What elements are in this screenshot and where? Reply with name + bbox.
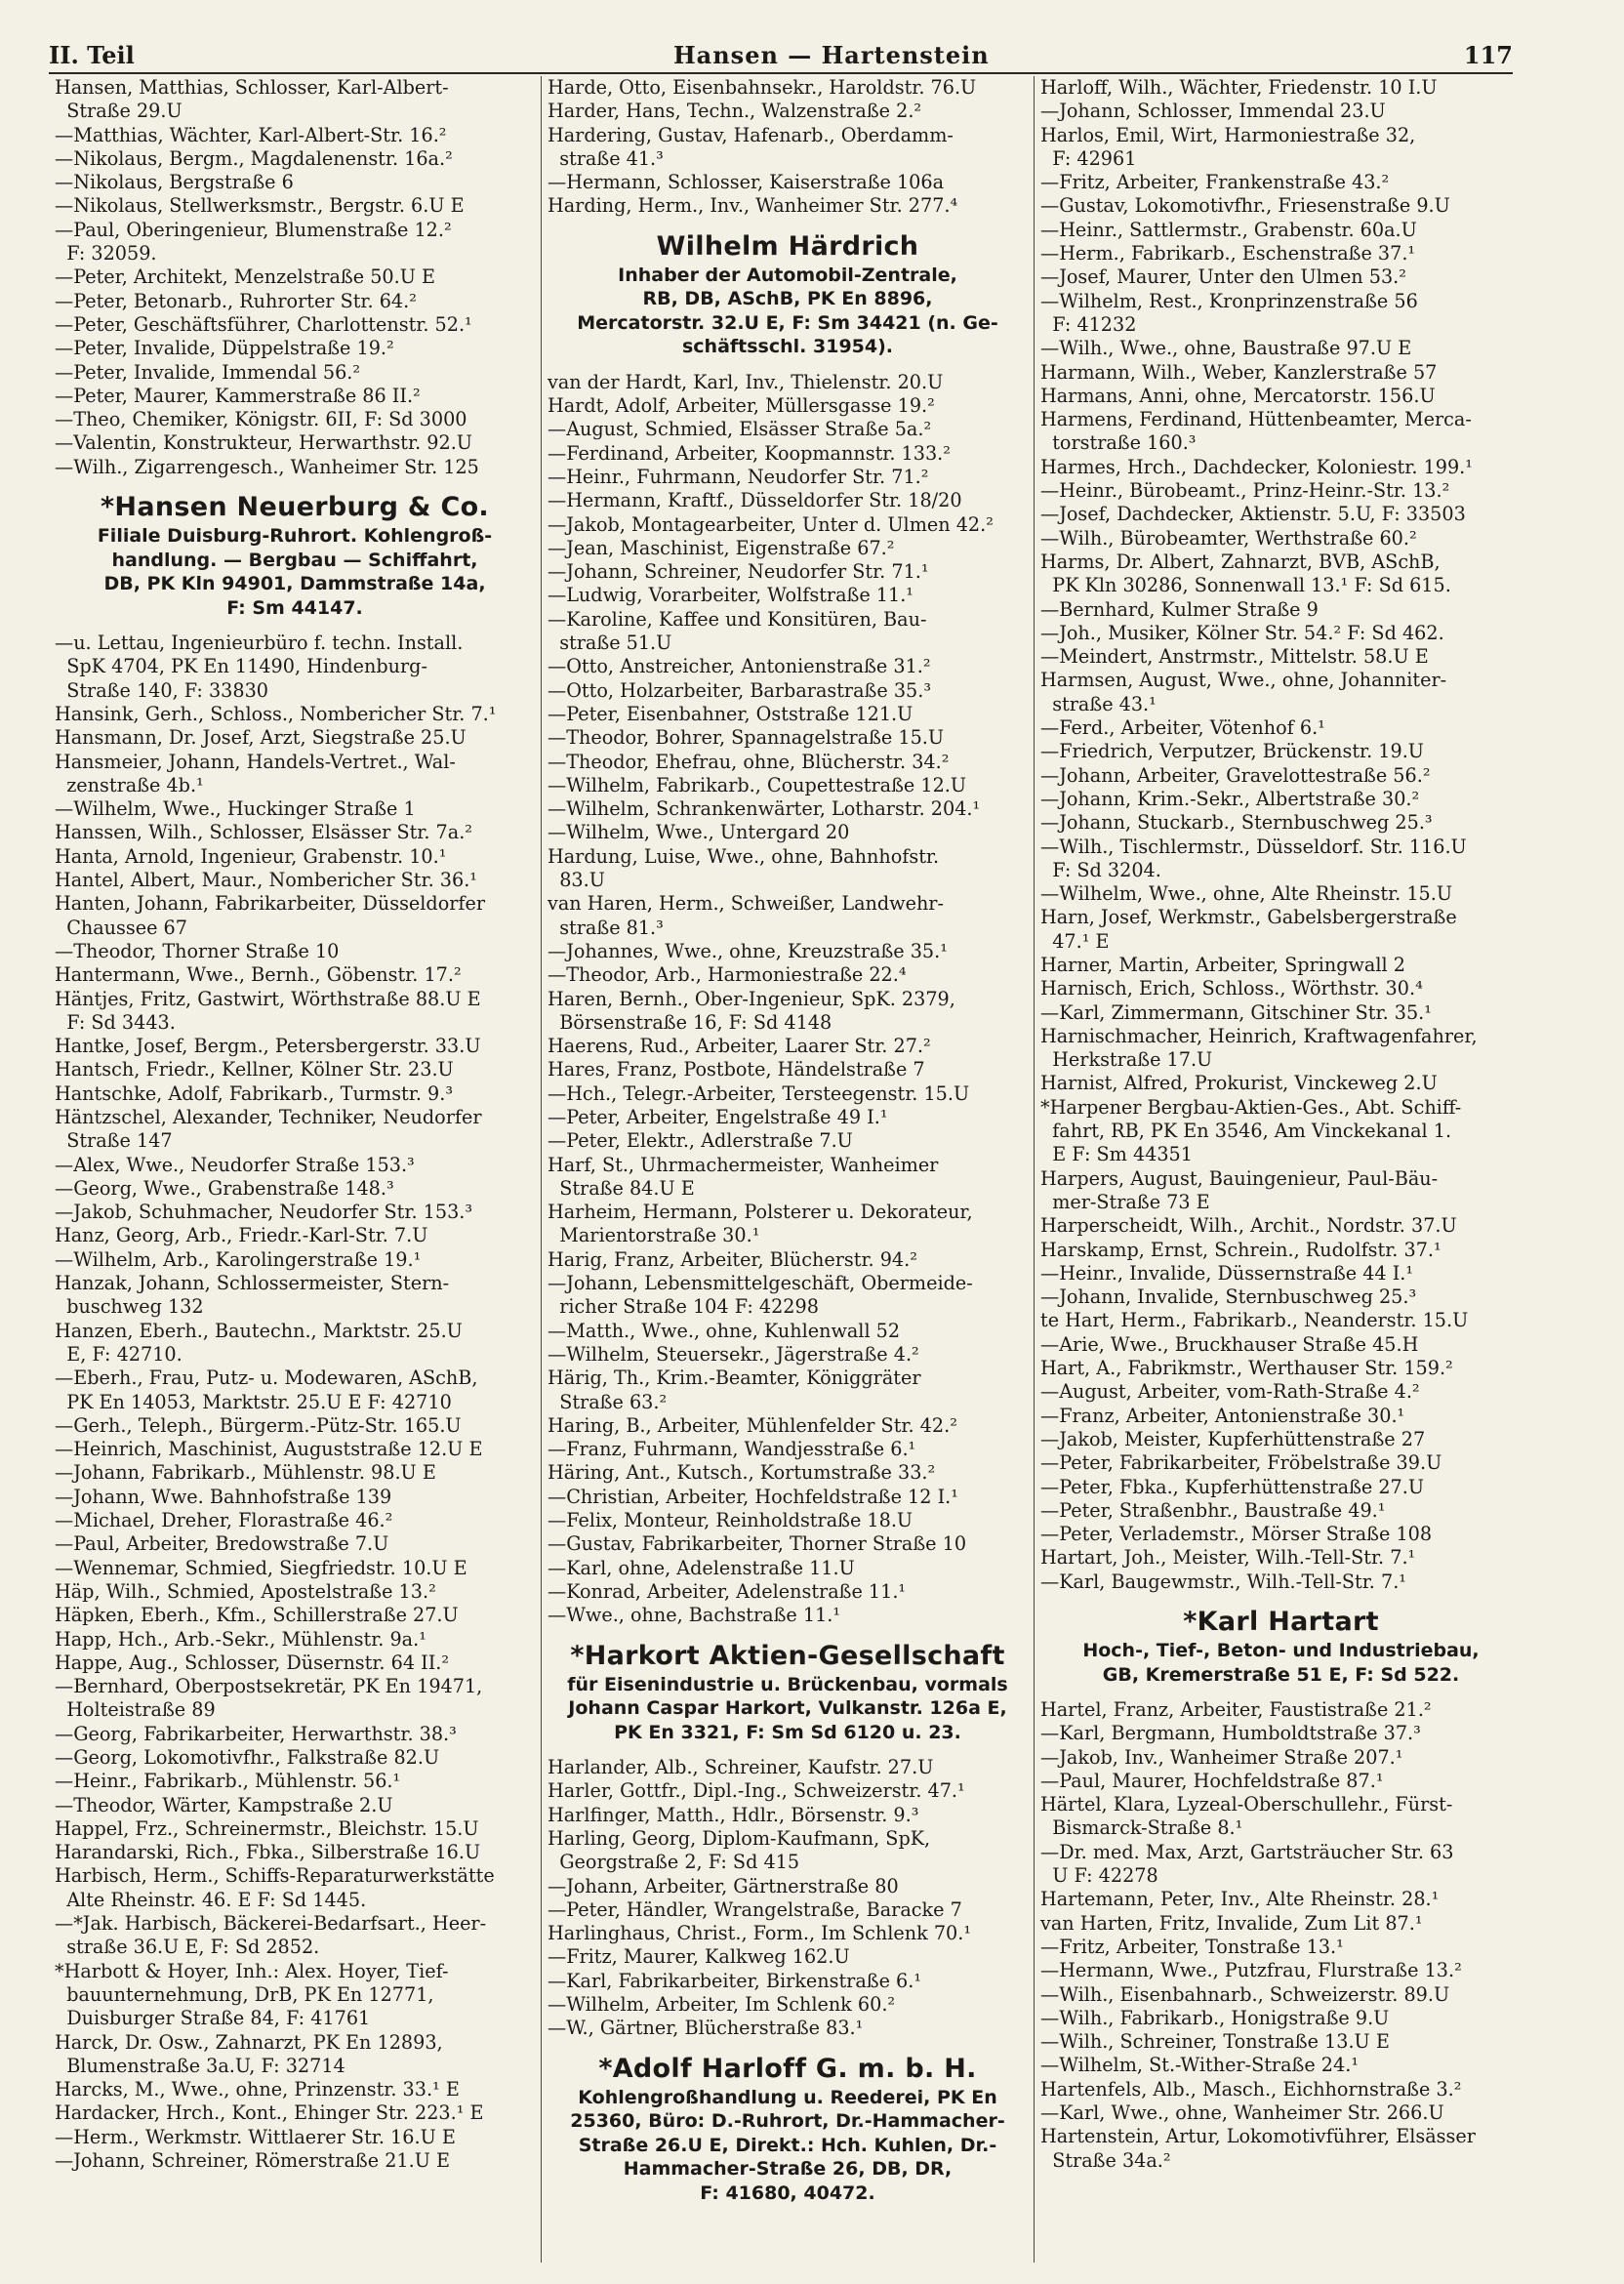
directory-entry: —Jakob, Inv., Wanheimer Straße 207.¹ — [1040, 1745, 1403, 1769]
directory-entry: —Gustav, Fabrikarbeiter, Thorner Straße 10 — [548, 1532, 967, 1556]
page-header — [49, 37, 1513, 74]
directory-entry: straße 41.³ — [548, 146, 664, 170]
directory-entry: —Felix, Monteur, Reinholdstraße 18.U — [548, 1509, 914, 1532]
advertisement-title: Wilhelm Härdrich — [656, 230, 919, 262]
advertisement-line: für Eisenindustrie u. Brückenbau, vormals — [567, 1673, 1008, 1695]
advertisement-line: Hammacher-Straße 26, DB, DR, — [623, 2158, 953, 2181]
directory-entry: Hanten, Johann, Fabrikarbeiter, Düsseldorfer — [55, 892, 486, 916]
directory-entry: *Harbott & Hoyer, Inh.: Alex. Hoyer, Tief- — [55, 1959, 449, 1982]
directory-entry: Straße 63.² — [548, 1390, 668, 1413]
directory-entry: Harf, St., Uhrmachermeister, Wanheimer — [548, 1153, 939, 1176]
directory-entry: Alte Rheinstr. 46. E F: Sd 1445. — [55, 1888, 367, 1911]
advertisement-line: Johann Caspar Harkort, Vulkanstr. 126a E, — [568, 1697, 1007, 1720]
directory-entry: —Peter, Straßenbhr., Baustraße 49.¹ — [1040, 1498, 1386, 1522]
directory-entry: —Johann, Krim.-Sekr., Albertstraße 30.² — [1040, 787, 1420, 810]
directory-entry: —Johann, Schreiner, Neudorfer Str. 71.¹ — [548, 560, 929, 584]
directory-entry: —Otto, Holzarbeiter, Barbarastraße 35.³ — [548, 678, 932, 702]
directory-entry: —Wilh., Fabrikarb., Honigstraße 9.U — [1040, 2006, 1390, 2029]
directory-entry: Holteistraße 89 — [55, 1698, 216, 1722]
directory-entry: Harmens, Ferdinand, Hüttenbeamter, Merca- — [1040, 408, 1472, 431]
directory-entry: Haren, Bernh., Ober-Ingenieur, SpK. 2379, — [548, 987, 955, 1010]
directory-entry: fahrt, RB, PK En 3546, Am Vinckekanal 1. — [1040, 1120, 1452, 1143]
directory-entry: —Paul, Oberingenieur, Blumenstraße 12.² — [55, 218, 452, 241]
directory-entry: te Hart, Herm., Fabrikarb., Neanderstr. 15.U — [1040, 1309, 1469, 1332]
directory-entry: F: Sd 3443. — [55, 1010, 176, 1034]
directory-entry: —Wilhelm, Schrankenwärter, Lotharstr. 204.¹ — [548, 797, 981, 821]
directory-entry: buschweg 132 — [55, 1295, 204, 1319]
directory-entry: Härtel, Klara, Lyzeal-Oberschullehr., Fürst- — [1040, 1793, 1453, 1816]
directory-entry: —Fritz, Arbeiter, Frankenstraße 43.² — [1040, 171, 1390, 194]
advertisement-line: Kohlengroßhandlung u. Reederei, PK En — [578, 2086, 997, 2108]
directory-entry: —Heinr., Bürobeamt., Prinz-Heinr.-Str. 13.² — [1040, 479, 1450, 503]
directory-entry: Harlos, Emil, Wirt, Harmoniestraße 32, — [1040, 123, 1416, 146]
directory-entry: —Bernhard, Oberpostsekretär, PK En 19471, — [55, 1675, 483, 1698]
advertisement-line: RB, DB, ASchB, PK En 8896, — [642, 288, 933, 310]
directory-entry: Häpken, Eberh., Kfm., Schillerstraße 27.U — [55, 1604, 459, 1627]
directory-entry: Härig, Th., Krim.-Beamter, Königgräter — [548, 1366, 921, 1390]
directory-entry: —Johannes, Wwe., ohne, Kreuzstraße 35.¹ — [548, 939, 948, 962]
directory-entry: Hantermann, Wwe., Bernh., Göbenstr. 17.² — [55, 963, 462, 987]
directory-entry: Harheim, Hermann, Polsterer u. Dekorateur, — [548, 1201, 973, 1224]
directory-entry: —Joh., Musiker, Kölner Str. 54.² F: Sd 462. — [1040, 621, 1444, 644]
directory-entry: —Hermann, Kraftf., Düsseldorfer Str. 18/20 — [548, 489, 962, 512]
directory-entry: —Jakob, Schuhmacher, Neudorfer Str. 153.³ — [55, 1201, 473, 1224]
directory-entry: Harmans, Anni, ohne, Mercatorstr. 156.U — [1040, 384, 1436, 407]
directory-entry: Harling, Georg, Diplom-Kaufmann, SpK, — [548, 1826, 931, 1850]
directory-entry: —Herm., Werkmstr. Wittlaerer Str. 16.U E — [55, 2125, 456, 2148]
directory-entry: van Harten, Fritz, Invalide, Zum Lit 87.¹ — [1040, 1911, 1423, 1935]
directory-entry: —Wilhelm, Wwe., ohne, Alte Rheinstr. 15.U — [1040, 882, 1453, 906]
directory-entry: Straße 29.U — [55, 100, 183, 123]
advertisement-line: PK En 3321, F: Sm Sd 6120 u. 23. — [614, 1721, 961, 1743]
directory-entry: —Peter, Invalide, Düppelstraße 19.² — [55, 337, 394, 360]
directory-entry: —Matthias, Wächter, Karl-Albert-Str. 16.² — [55, 123, 447, 146]
directory-entry: —Wilh., Wwe., ohne, Baustraße 97.U E — [1040, 337, 1412, 360]
directory-entry: Harloff, Wilh., Wächter, Friedenstr. 10 I.U — [1040, 76, 1438, 99]
directory-entry: —Wwe., ohne, Bachstraße 11.¹ — [548, 1604, 841, 1627]
directory-entry: —Johann, Stuckarb., Sternbuschweg 25.³ — [1040, 811, 1433, 835]
directory-entry: Harskamp, Ernst, Schrein., Rudolfstr. 37.¹ — [1040, 1238, 1441, 1261]
directory-entry: van der Hardt, Karl, Inv., Thielenstr. 20.U — [548, 370, 944, 393]
directory-entry: straße 81.³ — [548, 916, 664, 939]
directory-entry: Harpers, August, Bauingenieur, Paul-Bäu- — [1040, 1166, 1439, 1190]
directory-entry: Harmsen, August, Wwe., ohne, Johanniter- — [1040, 669, 1447, 692]
directory-entry: Hanzak, Johann, Schlossermeister, Stern- — [55, 1272, 450, 1295]
directory-entry: Hardung, Luise, Wwe., ohne, Bahnhofstr. — [548, 844, 940, 868]
directory-entry: —Otto, Anstreicher, Antonienstraße 31.² — [548, 655, 931, 678]
directory-entry: —Peter, Elektr., Adlerstraße 7.U — [548, 1129, 853, 1153]
directory-entry: Hartemann, Peter, Inv., Alte Rheinstr. 28.¹ — [1040, 1888, 1440, 1911]
directory-entry: —Heinr., Fuhrmann, Neudorfer Str. 71.² — [548, 465, 929, 488]
column-2 — [542, 76, 1035, 2263]
directory-entry: Häp, Wilh., Schmied, Apostelstraße 13.² — [55, 1579, 436, 1603]
directory-entry: Hantsch, Friedr., Kellner, Kölner Str. 23.U — [55, 1058, 454, 1081]
directory-entry: Hanz, Georg, Arb., Friedr.-Karl-Str. 7.U — [55, 1224, 428, 1247]
directory-entry: —Wilhelm, Fabrikarb., Coupettestraße 12.U — [548, 773, 967, 796]
directory-entry: —Wilhelm, St.-Wither-Straße 24.¹ — [1040, 2054, 1360, 2077]
section-label: II. Teil — [49, 41, 135, 69]
directory-entry: Hanzen, Eberh., Bautechn., Marktstr. 25.U — [55, 1319, 463, 1342]
directory-entry: Georgstraße 2, F: Sd 415 — [548, 1851, 800, 1874]
column-3 — [1035, 76, 1527, 2263]
directory-entry: Hardering, Gustav, Hafenarb., Oberdamm- — [548, 123, 954, 146]
directory-entry: Harlfinger, Matth., Hdlr., Börsenstr. 9.³ — [548, 1803, 919, 1826]
directory-entry: straße 43.¹ — [1040, 692, 1157, 715]
directory-entry: Chaussee 67 — [55, 916, 187, 939]
advertisement-block — [1040, 1606, 1522, 1687]
directory-entry: —Wennemar, Schmied, Siegfriedstr. 10.U E — [55, 1556, 467, 1579]
directory-entry: —Peter, Arbeiter, Engelstraße 49 I.¹ — [548, 1105, 888, 1128]
directory-entry: —Heinr., Sattlermstr., Grabenstr. 60a.U — [1040, 218, 1417, 241]
directory-entry: Harperscheidt, Wilh., Archit., Nordstr. 37.U — [1040, 1214, 1457, 1238]
directory-entry: —Theodor, Thorner Straße 10 — [55, 939, 340, 962]
directory-entry: —Arie, Wwe., Bruckhauser Straße 45.H — [1040, 1332, 1419, 1356]
directory-entry: —Ludwig, Vorarbeiter, Wolfstraße 11.¹ — [548, 584, 914, 607]
directory-entry: Harmann, Wilh., Weber, Kanzlerstraße 57 — [1040, 360, 1438, 384]
advertisement-title: *Adolf Harloff G. m. b. H. — [598, 2053, 977, 2084]
directory-entry: Harler, Gottfr., Dipl.-Ing., Schweizerstr. 47.¹ — [548, 1779, 965, 1803]
advertisement-line: Hoch-, Tief-, Beton- und Industriebau, — [1082, 1640, 1480, 1661]
directory-entry: —Gerh., Teleph., Bürgerm.-Pütz-Str. 165.U — [55, 1413, 462, 1437]
directory-entry: Duisburger Straße 84, F: 41761 — [55, 2007, 371, 2030]
directory-entry: Harig, Franz, Arbeiter, Blücherstr. 94.² — [548, 1247, 917, 1271]
directory-entry: —Karl, Baugewmstr., Wilh.-Tell-Str. 7.¹ — [1040, 1570, 1406, 1593]
directory-entry: —*Jak. Harbisch, Bäckerei-Bedarfsart., Heer- — [55, 1912, 487, 1936]
directory-entry: Harding, Herm., Inv., Wanheimer Str. 277.⁴ — [548, 194, 958, 218]
directory-entry: —Wilh., Schreiner, Tonstraße 13.U E — [1040, 2030, 1390, 2054]
directory-entry: —Karl, ohne, Adelenstraße 11.U — [548, 1556, 855, 1579]
directory-entry: —Franz, Arbeiter, Antonienstraße 30.¹ — [1040, 1404, 1405, 1427]
directory-entry: —Theodor, Bohrer, Spannagelstraße 15.U — [548, 726, 945, 750]
directory-entry: —Theodor, Wärter, Kampstraße 2.U — [55, 1793, 393, 1816]
directory-entry: —Peter, Fbka., Kupferhüttenstraße 27.U — [1040, 1475, 1425, 1498]
directory-entry: Harmes, Hrch., Dachdecker, Koloniestr. 199.¹ — [1040, 455, 1473, 478]
directory-entry: Hantke, Josef, Bergm., Petersbergerstr. 33.U — [55, 1035, 481, 1058]
directory-entry: —Wilhelm, Rest., Kronprinzenstraße 56 — [1040, 289, 1418, 312]
directory-entry: —Hch., Telegr.-Arbeiter, Tersteegenstr. 15.U — [548, 1081, 970, 1105]
directory-entry: Harlander, Alb., Schreiner, Kaufstr. 27.U — [548, 1756, 934, 1779]
directory-entry: —Johann, Lebensmittelgeschäft, Obermeide- — [548, 1272, 973, 1295]
directory-entry: Hartart, Joh., Meister, Wilh.-Tell-Str. 7.¹ — [1040, 1546, 1416, 1570]
running-title: Hansen — Hartenstein — [673, 41, 990, 69]
directory-entry: Haring, B., Arbeiter, Mühlenfelder Str. 42.² — [548, 1413, 957, 1437]
directory-entry: zenstraße 4b.¹ — [55, 773, 204, 796]
directory-entry: Haerens, Rud., Arbeiter, Laarer Str. 27.² — [548, 1035, 931, 1058]
directory-entry: —Nikolaus, Bergstraße 6 — [55, 171, 294, 194]
directory-entry: —Wilh., Zigarrengesch., Wanheimer Str. 125 — [55, 455, 479, 478]
directory-entry: —Ferd., Arbeiter, Vötenhof 6.¹ — [1040, 716, 1325, 740]
directory-entry: —Peter, Betonarb., Ruhrorter Str. 64.² — [55, 289, 417, 312]
directory-entry: —Paul, Maurer, Hochfeldstraße 87.¹ — [1040, 1769, 1384, 1792]
directory-entry: Häntzschel, Alexander, Techniker, Neudorfer — [55, 1105, 482, 1128]
advertisement-line: schäftsschl. 31954). — [681, 336, 894, 358]
advertisement-block — [55, 491, 535, 620]
advertisement-line: Filiale Duisburg-Ruhrort. Kohlengroß- — [97, 525, 493, 548]
directory-entry: Hansen, Matthias, Schlosser, Karl-Albert- — [55, 76, 449, 99]
directory-entry: Harms, Dr. Albert, Zahnarzt, BVB, ASchB, — [1040, 550, 1441, 573]
directory-entry: —Josef, Maurer, Unter den Ulmen 53.² — [1040, 265, 1406, 289]
directory-entry: —Bernhard, Kulmer Straße 9 — [1040, 597, 1319, 621]
directory-entry: —Heinr., Fabrikarb., Mühlenstr. 56.¹ — [55, 1770, 401, 1793]
directory-entry: 47.¹ E — [1040, 929, 1110, 953]
directory-entry: Hartenstein, Artur, Lokomotivführer, Elsässer — [1040, 2125, 1476, 2148]
directory-entry: —Wilhelm, Arb., Karolingerstraße 19.¹ — [55, 1247, 422, 1271]
directory-entry: —Gustav, Lokomotivfhr., Friesenstraße 9.U — [1040, 194, 1450, 218]
directory-entry: Hanta, Arnold, Ingenieur, Grabenstr. 10.¹ — [55, 844, 447, 868]
directory-entry: —Johann, Fabrikarb., Mühlenstr. 98.U E — [55, 1461, 436, 1485]
directory-entry: —Fritz, Maurer, Kalkweg 162.U — [548, 1945, 850, 1969]
directory-entry: —Johann, Arbeiter, Gärtnerstraße 80 — [548, 1874, 899, 1897]
directory-entry: Hares, Franz, Postbote, Händelstraße 7 — [548, 1058, 925, 1081]
directory-entry: Harnisch, Erich, Schloss., Wörthstr. 30.⁴ — [1040, 977, 1423, 1000]
directory-entry: Harbisch, Herm., Schiffs-Reparaturwerkstätte — [55, 1864, 495, 1888]
directory-entry: Marientorstraße 30.¹ — [548, 1224, 760, 1247]
directory-entry: F: 32059. — [55, 242, 157, 265]
directory-entry: —Peter, Architekt, Menzelstraße 50.U E — [55, 265, 435, 289]
directory-entry: PK En 14053, Marktstr. 25.U E F: 42710 — [55, 1390, 452, 1413]
directory-entry: —Peter, Eisenbahner, Oststraße 121.U — [548, 702, 914, 725]
directory-entry: —Peter, Maurer, Kammerstraße 86 II.² — [55, 384, 421, 407]
directory-entry: —Heinr., Invalide, Düssernstraße 44 I.¹ — [1040, 1261, 1414, 1285]
directory-entry: Herkstraße 17.U — [1040, 1048, 1213, 1072]
directory-entry: straße 51.U — [548, 632, 672, 655]
directory-entry: —Georg, Lokomotivfhr., Falkstraße 82.U — [55, 1746, 440, 1769]
directory-entry: Harnischmacher, Heinrich, Kraftwagenfahrer, — [1040, 1024, 1478, 1047]
directory-entry: —Meindert, Anstrmstr., Mittelstr. 58.U E — [1040, 645, 1429, 669]
directory-entry: Hardt, Adolf, Arbeiter, Müllersgasse 19.² — [548, 394, 935, 418]
directory-entry: —Fritz, Arbeiter, Tonstraße 13.¹ — [1040, 1935, 1344, 1958]
advertisement-line: F: 41680, 40472. — [700, 2182, 875, 2204]
directory-entry: —Dr. med. Max, Arzt, Gartsträucher Str. 63 — [1040, 1840, 1454, 1863]
directory-entry: Harder, Hans, Techn., Walzenstraße 2.² — [548, 100, 922, 123]
directory-entry: —Karl, Wwe., ohne, Wanheimer Str. 266.U — [1040, 2101, 1444, 2125]
directory-entry: Happe, Aug., Schlosser, Düsernstr. 64 II.² — [55, 1651, 450, 1674]
directory-entry: Häntjes, Fritz, Gastwirt, Wörthstraße 88.U E — [55, 987, 481, 1010]
directory-entry: —Wilh., Bürobeamter, Werthstraße 60.² — [1040, 526, 1417, 550]
directory-entry: Hansmann, Dr. Josef, Arzt, Siegstraße 25.U — [55, 726, 467, 750]
directory-entry: —W., Gärtner, Blücherstraße 83.¹ — [548, 2017, 864, 2040]
advertisement-line: F: Sm 44147. — [226, 596, 363, 619]
directory-entry: Harandarski, Rich., Fbka., Silberstraße 16.U — [55, 1841, 481, 1864]
directory-entry: bauunternehmung, DrB, PK En 12771, — [55, 1982, 434, 2006]
directory-entry: torstraße 160.³ — [1040, 431, 1197, 455]
directory-entry: straße 36.U E, F: Sd 2852. — [55, 1936, 320, 1959]
directory-entry: —Michael, Dreher, Florastraße 46.² — [55, 1509, 393, 1532]
directory-entry: Hardacker, Hrch., Kont., Ehinger Str. 223.¹ E — [55, 2101, 484, 2125]
directory-entry: —Nikolaus, Bergm., Magdalenenstr. 16a.² — [55, 146, 453, 170]
directory-entry: —Peter, Händler, Wrangelstraße, Baracke 7 — [548, 1897, 962, 1921]
page-number: 117 — [1463, 41, 1513, 69]
directory-entry: Straße 140, F: 33830 — [55, 678, 268, 702]
directory-entry: —Heinrich, Maschinist, Auguststraße 12.U E — [55, 1438, 483, 1461]
directory-entry: —Georg, Wwe., Grabenstraße 148.³ — [55, 1176, 394, 1200]
directory-columns — [49, 76, 1547, 2263]
directory-entry: —Paul, Arbeiter, Bredowstraße 7.U — [55, 1532, 389, 1556]
directory-entry: Harck, Dr. Osw., Zahnarzt, PK En 12893, — [55, 2030, 443, 2054]
advertisement-title: *Hansen Neuerburg & Co. — [101, 492, 489, 523]
directory-entry: —Franz, Fuhrmann, Wandjesstraße 6.¹ — [548, 1438, 916, 1461]
directory-entry: —Wilhelm, Arbeiter, Im Schlenk 60.² — [548, 1992, 896, 2016]
directory-entry: Straße 147 — [55, 1129, 173, 1153]
directory-entry: —Karl, Bergmann, Humboldtstraße 37.³ — [1040, 1722, 1421, 1745]
directory-entry: —Ferdinand, Arbeiter, Koopmannstr. 133.² — [548, 441, 951, 465]
directory-entry: 83.U — [548, 869, 605, 892]
directory-entry: —Konrad, Arbeiter, Adelenstraße 11.¹ — [548, 1579, 907, 1603]
directory-entry: Häring, Ant., Kutsch., Kortumstraße 33.² — [548, 1461, 936, 1485]
directory-entry: —Karoline, Kaffee und Konsitüren, Bau- — [548, 607, 927, 631]
directory-entry: Happel, Frz., Schreinermstr., Bleichstr. 15.U — [55, 1816, 479, 1840]
directory-entry: —Georg, Fabrikarbeiter, Herwarthstr. 38.³ — [55, 1722, 457, 1745]
advertisement-title: *Karl Hartart — [1183, 1607, 1379, 1637]
directory-entry: Harn, Josef, Werkmstr., Gabelsbergerstraße — [1040, 906, 1457, 929]
directory-entry: —Theodor, Arb., Harmoniestraße 22.⁴ — [548, 963, 907, 987]
directory-entry: Straße 84.U E — [548, 1176, 695, 1200]
directory-entry: F: 41232 — [1040, 312, 1137, 336]
directory-entry: Blumenstraße 3a.U, F: 32714 — [55, 2054, 345, 2077]
directory-entry: —Johann, Arbeiter, Gravelottestraße 56.² — [1040, 763, 1431, 787]
directory-entry: —Nikolaus, Stellwerksmstr., Bergstr. 6.U E — [55, 194, 465, 218]
directory-entry: Straße 34a.² — [1040, 2148, 1171, 2172]
directory-entry: —Peter, Fabrikarbeiter, Fröbelstraße 39.U — [1040, 1451, 1442, 1475]
directory-entry: Hanssen, Wilh., Schlosser, Elsässer Str. 7a.² — [55, 821, 472, 844]
directory-entry: —Josef, Dachdecker, Aktienstr. 5.U, F: 33503 — [1040, 503, 1466, 526]
directory-entry: —August, Schmied, Elsässer Straße 5a.² — [548, 418, 932, 441]
directory-entry: —Wilh., Eisenbahnarb., Schweizerstr. 89.U — [1040, 1982, 1450, 2006]
directory-entry: van Haren, Herm., Schweißer, Landwehr- — [548, 892, 944, 916]
directory-entry: Happ, Hch., Arb.-Sekr., Mühlenstr. 9a.¹ — [55, 1627, 426, 1651]
directory-entry: Harner, Martin, Arbeiter, Springwall 2 — [1040, 953, 1405, 976]
directory-entry: —Christian, Arbeiter, Hochfeldstraße 12 I.¹ — [548, 1485, 958, 1508]
directory-entry: SpK 4704, PK En 11490, Hindenburg- — [55, 655, 427, 678]
advertisement-line: DB, PK Kln 94901, Dammstraße 14a, — [103, 573, 486, 595]
advertisement-line: Straße 26.U E, Direkt.: Hch. Kuhlen, Dr.- — [578, 2134, 997, 2156]
directory-entry: —Theodor, Ehefrau, ohne, Blücherstr. 34.² — [548, 750, 950, 773]
advertisement-block — [548, 1640, 1028, 1745]
directory-entry: Harnist, Alfred, Prokurist, Vinckeweg 2.U — [1040, 1072, 1438, 1095]
directory-entry: —Wilhelm, Wwe., Untergard 20 — [548, 821, 850, 844]
directory-entry: —Karl, Fabrikarbeiter, Birkenstraße 6.¹ — [548, 1969, 922, 1992]
directory-entry: —Peter, Geschäftsführer, Charlottenstr. 52.¹ — [55, 312, 472, 336]
directory-entry: —Eberh., Frau, Putz- u. Modewaren, ASchB, — [55, 1366, 478, 1390]
directory-entry: —Hermann, Wwe., Putzfrau, Flurstraße 13.² — [1040, 1959, 1462, 1982]
directory-entry: U F: 42278 — [1040, 1864, 1158, 1888]
directory-entry: —August, Arbeiter, vom-Rath-Straße 4.² — [1040, 1380, 1420, 1404]
advertisement-line: Mercatorstr. 32.U E, F: Sm 34421 (n. Ge- — [577, 311, 998, 334]
directory-entry: Hantschke, Adolf, Fabrikarb., Turmstr. 9.³ — [55, 1081, 454, 1105]
directory-entry: —Jakob, Meister, Kupferhüttenstraße 27 — [1040, 1427, 1426, 1450]
directory-entry: E, F: 42710. — [55, 1342, 183, 1366]
directory-entry: Harde, Otto, Eisenbahnsekr., Haroldstr. 76.U — [548, 76, 977, 99]
directory-entry: —Peter, Invalide, Immendal 56.² — [55, 360, 361, 384]
directory-entry: —Jean, Maschinist, Eigenstraße 67.² — [548, 536, 895, 559]
directory-entry: —u. Lettau, Ingenieurbüro f. techn. Install. — [55, 632, 464, 655]
directory-entry: Hantel, Albert, Maur., Nombericher Str. 36.¹ — [55, 869, 477, 892]
directory-entry: Hartenfels, Alb., Masch., Eichhornstraße 3.² — [1040, 2077, 1462, 2100]
directory-entry: —Peter, Verlademstr., Mörser Straße 108 — [1040, 1523, 1433, 1546]
directory-entry: Hansink, Gerh., Schloss., Nombericher Str. 7.¹ — [55, 702, 497, 725]
advertisement-line: 25360, Büro: D.-Ruhrort, Dr.-Hammacher- — [570, 2110, 1005, 2133]
directory-entry: mer-Straße 73 E — [1040, 1190, 1210, 1213]
directory-entry: —Theo, Chemiker, Königstr. 6II, F: Sd 3000 — [55, 408, 467, 431]
directory-entry: Börsenstraße 16, F: Sd 4148 — [548, 1010, 832, 1034]
advertisement-block — [548, 230, 1028, 359]
directory-entry: —Friedrich, Verputzer, Brückenstr. 19.U — [1040, 740, 1424, 763]
directory-entry: Hartel, Franz, Arbeiter, Faustistraße 21.² — [1040, 1698, 1432, 1721]
directory-entry: —Johann, Wwe. Bahnhofstraße 139 — [55, 1485, 392, 1508]
directory-entry: Bismarck-Straße 8.¹ — [1040, 1816, 1243, 1840]
column-1 — [49, 76, 542, 2263]
directory-entry: —Wilhelm, Wwe., Huckinger Straße 1 — [55, 797, 416, 821]
advertisement-block — [548, 2053, 1028, 2206]
directory-entry: —Johann, Schreiner, Römerstraße 21.U E — [55, 2149, 450, 2173]
advertisement-line: handlung. — Bergbau — Schiffahrt, — [111, 549, 478, 571]
directory-entry: —Valentin, Konstrukteur, Herwarthstr. 92.U — [55, 431, 472, 455]
directory-entry: —Karl, Zimmermann, Gitschiner Str. 35.¹ — [1040, 1000, 1432, 1024]
directory-entry: —Herm., Fabrikarb., Eschenstraße 37.¹ — [1040, 242, 1416, 265]
directory-entry: *Harpener Bergbau-Aktien-Ges., Abt. Schiff- — [1040, 1095, 1462, 1119]
directory-entry: F: 42961 — [1040, 146, 1137, 170]
directory-entry: —Jakob, Montagearbeiter, Unter d. Ulmen 42.² — [548, 512, 994, 536]
directory-entry: —Wilhelm, Steuersekr., Jägerstraße 4.² — [548, 1342, 919, 1366]
directory-entry: —Alex, Wwe., Neudorfer Straße 153.³ — [55, 1153, 415, 1176]
directory-entry: —Johann, Invalide, Sternbuschweg 25.³ — [1040, 1285, 1417, 1309]
directory-entry: Harcks, M., Wwe., ohne, Prinzenstr. 33.¹ E — [55, 2078, 460, 2101]
advertisement-line: GB, Kremerstraße 51 E, F: Sd 522. — [1102, 1663, 1460, 1686]
directory-entry: —Matth., Wwe., ohne, Kuhlenwall 52 — [548, 1319, 901, 1342]
directory-entry: Hansmeier, Johann, Handels-Vertret., Wal- — [55, 750, 456, 773]
directory-entry: —Wilh., Tischlermstr., Düsseldorf. Str. 116.U — [1040, 835, 1467, 858]
advertisement-line: Inhaber der Automobil-Zentrale, — [618, 264, 957, 286]
directory-entry: E F: Sm 44351 — [1040, 1143, 1193, 1166]
directory-entry: F: Sd 3204. — [1040, 858, 1161, 881]
advertisement-title: *Harkort Aktien-Gesellschaft — [570, 1640, 1005, 1671]
directory-entry: Hart, A., Fabrikmstr., Werthauser Str. 159.² — [1040, 1357, 1453, 1380]
directory-entry: PK Kln 30286, Sonnenwall 13.¹ F: Sd 615. — [1040, 574, 1451, 597]
directory-entry: richer Straße 104 F: 42298 — [548, 1295, 819, 1319]
directory-entry: Harlinghaus, Christ., Form., Im Schlenk 70.¹ — [548, 1922, 972, 1945]
directory-entry: —Hermann, Schlosser, Kaiserstraße 106a — [548, 171, 945, 194]
directory-entry: —Johann, Schlosser, Immendal 23.U — [1040, 100, 1386, 123]
